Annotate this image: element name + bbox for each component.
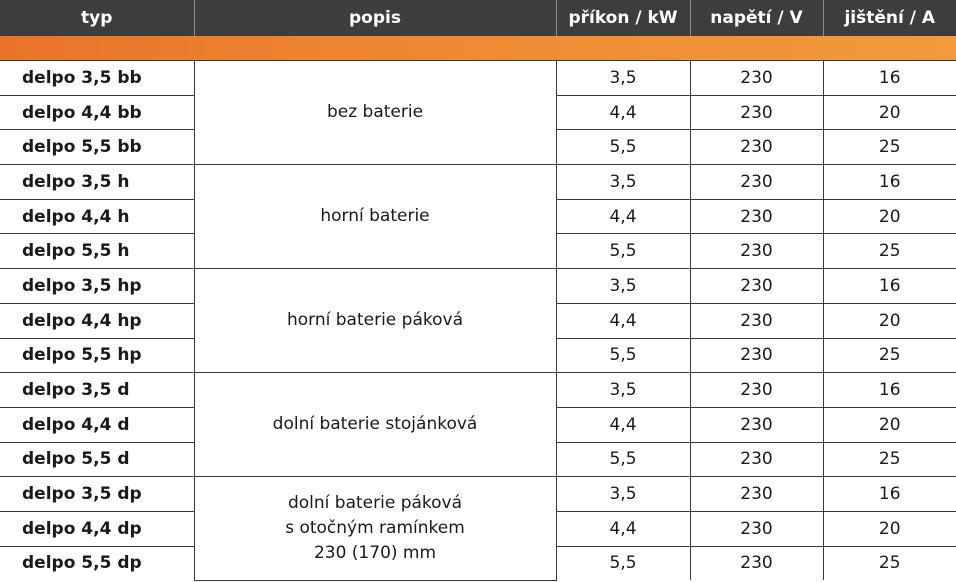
cell-napeti: 230 (690, 269, 823, 304)
cell-napeti: 230 (690, 338, 823, 373)
popis-line: s otočným ramínkem (285, 518, 465, 539)
cell-jisteni: 16 (823, 477, 956, 512)
cell-typ: delpo 4,4 h (0, 199, 194, 234)
cell-jisteni: 16 (823, 165, 956, 200)
cell-jisteni: 25 (823, 234, 956, 269)
cell-napeti: 230 (690, 511, 823, 546)
cell-typ: delpo 3,5 h (0, 165, 194, 200)
cell-typ: delpo 5,5 bb (0, 130, 194, 165)
cell-prikon: 3,5 (556, 373, 690, 408)
cell-prikon: 5,5 (556, 234, 690, 269)
table-row (0, 165, 956, 200)
cell-typ: delpo 4,4 hp (0, 303, 194, 338)
cell-napeti: 230 (690, 61, 823, 96)
cell-popis (194, 269, 556, 373)
cell-prikon: 4,4 (556, 407, 690, 442)
cell-typ: delpo 5,5 h (0, 234, 194, 269)
accent-bar-cell (0, 36, 956, 61)
popis-line: bez baterie (326, 102, 424, 123)
cell-jisteni: 25 (823, 546, 956, 580)
cell-typ: delpo 3,5 d (0, 373, 194, 408)
cell-napeti: 230 (690, 477, 823, 512)
cell-jisteni: 16 (823, 61, 956, 96)
popis-line: 230 (170) mm (313, 543, 437, 564)
cell-jisteni: 20 (823, 511, 956, 546)
header-jisteni: jištění / A (823, 0, 956, 36)
header-typ: typ (0, 0, 194, 36)
cell-prikon: 3,5 (556, 165, 690, 200)
cell-jisteni: 20 (823, 199, 956, 234)
cell-prikon: 4,4 (556, 303, 690, 338)
cell-typ: delpo 5,5 d (0, 442, 194, 477)
cell-prikon: 5,5 (556, 338, 690, 373)
cell-prikon: 3,5 (556, 61, 690, 96)
popis-line: horní baterie (320, 206, 430, 227)
cell-jisteni: 20 (823, 303, 956, 338)
cell-napeti: 230 (690, 373, 823, 408)
cell-popis (194, 477, 556, 581)
cell-jisteni: 20 (823, 95, 956, 130)
table-header (0, 0, 956, 36)
cell-typ: delpo 5,5 hp (0, 338, 194, 373)
table-row (0, 269, 956, 304)
header-napeti: napětí / V (690, 0, 823, 36)
cell-jisteni: 25 (823, 442, 956, 477)
header-prikon: příkon / kW (556, 0, 690, 36)
cell-prikon: 3,5 (556, 269, 690, 304)
cell-napeti: 230 (690, 407, 823, 442)
cell-napeti: 230 (690, 165, 823, 200)
cell-typ: delpo 4,4 d (0, 407, 194, 442)
cell-napeti: 230 (690, 303, 823, 338)
popis-line: dolní baterie stojánková (272, 414, 478, 435)
cell-prikon: 5,5 (556, 546, 690, 580)
table-row (0, 373, 956, 408)
cell-popis (194, 165, 556, 269)
cell-napeti: 230 (690, 234, 823, 269)
cell-napeti: 230 (690, 95, 823, 130)
table-row (0, 477, 956, 512)
cell-jisteni: 25 (823, 130, 956, 165)
header-popis: popis (194, 0, 556, 36)
cell-prikon: 4,4 (556, 95, 690, 130)
cell-typ: delpo 3,5 dp (0, 477, 194, 512)
cell-prikon: 5,5 (556, 442, 690, 477)
popis-line: horní baterie páková (286, 310, 463, 331)
cell-prikon: 4,4 (556, 199, 690, 234)
header-row (0, 0, 956, 36)
cell-popis (194, 61, 556, 165)
cell-napeti: 230 (690, 130, 823, 165)
cell-prikon: 5,5 (556, 130, 690, 165)
cell-jisteni: 20 (823, 407, 956, 442)
cell-napeti: 230 (690, 199, 823, 234)
popis-line: dolní baterie páková (287, 493, 463, 514)
cell-prikon: 4,4 (556, 511, 690, 546)
table-body (0, 36, 956, 580)
cell-jisteni: 16 (823, 373, 956, 408)
cell-jisteni: 25 (823, 338, 956, 373)
accent-bar (0, 36, 956, 61)
cell-napeti: 230 (690, 546, 823, 580)
cell-napeti: 230 (690, 442, 823, 477)
cell-typ: delpo 4,4 bb (0, 95, 194, 130)
cell-typ: delpo 4,4 dp (0, 511, 194, 546)
cell-typ: delpo 5,5 dp (0, 546, 194, 580)
cell-typ: delpo 3,5 bb (0, 61, 194, 96)
cell-typ: delpo 3,5 hp (0, 269, 194, 304)
cell-jisteni: 16 (823, 269, 956, 304)
table-row (0, 61, 956, 96)
cell-popis (194, 373, 556, 477)
cell-prikon: 3,5 (556, 477, 690, 512)
